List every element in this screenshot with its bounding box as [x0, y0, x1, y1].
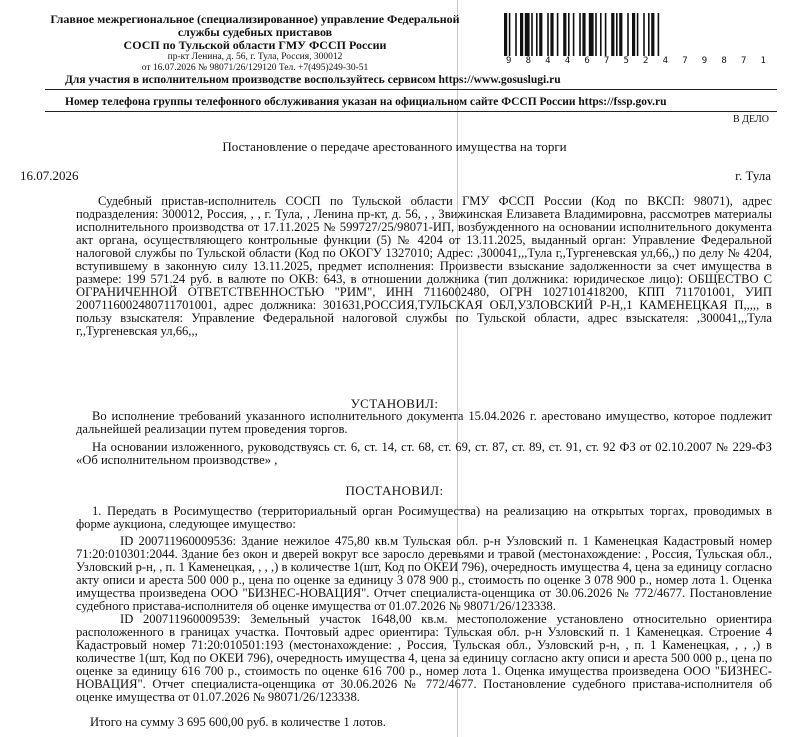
- property-item-2: ID 200711960009539: Земельный участок 1648,00 кв.м. местоположение установлено относительно ориентира расположенного в границах участка. Почтовый адрес ориентира: Тульская обл. р-н Узловский п. 1 Каменецкая. Строение 4 Кадастровый номер 71:20:010501:193 (местонахождение: , Россия, Тульская обл., Узловский р-н, , п. 1 Каменецкая, , , ,) в количестве 1(шт, Код по ОКЕИ 796), очередность имущества 4, цена за единицу согласно акту описи и ареста 500 000 р., цена по оценке за единицу 616 700 р., стоимость по оценке 616 700 р., номер лота 1. Оценка имущества произведена ООО "БИЗНЕС-НОВАЦИЯ". Отчет специалиста-оценщика от 30.06.2026 № 772/4677. Постановление судебного пристава-исполнителя об оценке имущества от 01.07.2026 № 98071/26/123338.: [76, 612, 772, 704]
- barcode-bar: [539, 13, 542, 59]
- barcode-digit: 1: [760, 56, 766, 66]
- org-name-line3: СОСП по Тульской области ГМУ ФССП России: [123, 38, 387, 52]
- phone-line: Номер телефона группы телефонного обслуживания указан на официальном сайте ФССП России https://fssp.gov.ru: [65, 96, 667, 108]
- established-paragraph: Во исполнение требований указанного исполнительного документа 15.04.2026 г. арестовано имущество, которое подлежит дальнейшей реализации путем проведения торгов.: [76, 409, 772, 436]
- barcode-bar: [525, 13, 530, 59]
- barcode-bar: [595, 13, 597, 59]
- barcode-digit: 8: [721, 56, 727, 66]
- barcode-bar: [557, 13, 559, 59]
- heading-established: УСТАНОВИЛ:: [350, 396, 439, 411]
- service-line: Для участия в исполнительном производстве воспользуйтесь сервисом https://www.gosuslugi.ru: [65, 74, 561, 86]
- barcode-bar: [611, 13, 614, 59]
- property-item-1: ID 200711960009536: Здание нежилое 475,80 кв.м Тульская обл. р-н Узловский п. 1 Каменецкая Кадастровый номер 71:20:010301:2044. Здание без окон и дверей вокруг все заросло деревьями и травой (местонахождение: , Россия, Тульская обл., Узловский р-н, , п. 1 Каменецкая, , , ,) в количестве 1(шт, Код по ОКЕИ 796), очередность имущества 4, цена за единицу согласно акту описи и ареста 500 000 р., цена по оценке за единицу 3 078 900 р., стоимость по оценке 3 078 900 р., номер лота 1. Оценка имущества произведена ООО "БИЗНЕС-НОВАЦИЯ". Отчет специалиста-оценщика от 30.06.2026 № 772/4677. Постановление судебного пристава-исполнителя об оценке имущества от 01.07.2026 № 98071/26/123338.: [76, 534, 772, 613]
- intro-paragraph: Судебный пристав-исполнитель СОСП по Тульской области ГМУ ФССП России (Код по ВКСП: 98071), адрес подразделения: 300012, Россия, , , г. Тула, , Ленина пр-кт, д. 56, , , Звижинская Елизавета Владимировна, рассмотрев материалы исполнительного производства от 17.11.2025 № 599727/25/98071-ИП, возбужденного на основании исполнительного документа акт органа, осуществляющего контрольные функции (5) № 4204 от 13.11.2025, выданный орган: Управление Федеральной налоговой службы по Тульской области (Код по ОКОГУ 1327010; Адрес: ,300041,,,Тула г,,Тургеневская ул,66,,) по делу № 4204, вступившему в законную силу 13.11.2025, предмет исполнения: Произвести взыскание задолженности за счет имущества в размере: 199 571.24 руб. в валюте по ОКВ: 643, в отношении должника (тип должника: юридическое лицо): ОБЩЕСТВО С ОГРАНИЧЕННОЙ ОТВЕТСТВЕННОСТЬЮ "РИМ", ИНН 7116002480, ОГРН 1027101418200, КПП 711701001, УИП 2007116002480711701001, адрес должника: 301631,РОССИЯ,ТУЛЬСКАЯ ОБЛ,УЗЛОВСКИЙ Р-Н,,1 КАМЕНЕЦКАЯ П,,,,, в пользу взыскателя: Управление Федеральной налоговой службы по Тульской области, адрес взыскателя: ,300041,,,Тула г,,Тургеневская ул,66,,,: [76, 194, 772, 338]
- barcode-digit: 9: [506, 56, 512, 66]
- barcode-bar: [589, 13, 594, 59]
- barcode-digit: 7: [682, 56, 688, 66]
- barcode-bar: [619, 13, 622, 59]
- barcode-bar: [579, 13, 581, 59]
- barcode-bar: [568, 13, 570, 59]
- barcode-bar: [648, 13, 650, 59]
- divider: [45, 89, 777, 90]
- org-name-line1: Главное межрегиональное (специализированное) управление Федеральной: [50, 12, 460, 26]
- document-title: Постановление о передаче арестованного имущества на торги: [222, 139, 567, 154]
- basis-paragraph: На основании изложенного, руководствуясь ст. 6, ст. 14, ст. 68, ст. 69, ст. 87, ст. 89, ст. 91, ст. 92 ФЗ от 02.10.2007 № 229-ФЗ «Об исполнительном производстве» ,: [76, 440, 772, 467]
- barcode-image: [502, 12, 770, 60]
- barcode-digit: 4: [545, 56, 551, 66]
- barcode-bar: [509, 13, 511, 59]
- barcode-bar: [643, 13, 645, 59]
- org-header: [40, 13, 470, 74]
- document-city: г. Тула: [735, 168, 771, 183]
- barcode-digit: 5: [623, 56, 629, 66]
- org-address: пр-кт Ленина, д. 56, г. Тула, Россия, 300012: [167, 52, 343, 62]
- barcode-bar: [632, 13, 635, 59]
- barcode-bar: [651, 13, 654, 59]
- barcode-bar: [658, 13, 660, 59]
- barcode-bar: [520, 13, 523, 59]
- barcode-bar: [600, 13, 602, 59]
- to-case-stamp: В ДЕЛО: [733, 114, 769, 125]
- barcode-digit: 4: [564, 56, 571, 66]
- barcode-digit: 4: [662, 56, 669, 66]
- org-name-line2: службы судебных приставов: [177, 25, 333, 39]
- barcode-digit: 2: [643, 56, 649, 66]
- barcode-bar: [536, 13, 538, 59]
- barcode-digit: 7: [603, 56, 610, 66]
- barcode-bar: [563, 13, 566, 59]
- barcode-bar: [573, 13, 575, 59]
- barcode-digits: [502, 56, 770, 68]
- barcode-digit: 8: [525, 56, 531, 66]
- decision-paragraph: 1. Передать в Росимущество (территориальный орган Росимущества) на реализацию на открытых торгах, проводимых в форме аукциона, следующее имущество:: [76, 504, 772, 531]
- barcode-bar: [550, 13, 553, 59]
- barcode-bar: [504, 13, 507, 59]
- barcode-digit: 9: [701, 56, 708, 66]
- heading-decided: ПОСТАНОВИЛ:: [345, 483, 444, 498]
- barcode-bar: [637, 13, 639, 59]
- document-date: 16.07.2026: [20, 168, 79, 183]
- barcode-bar: [515, 13, 517, 59]
- barcode-digit: 6: [584, 56, 590, 66]
- barcode-bar: [547, 13, 549, 59]
- barcode-bar: [531, 13, 533, 59]
- total-line: Итого на сумму 3 695 600,00 руб. в количестве 1 лотов.: [90, 715, 386, 729]
- barcode-digit: 7: [740, 56, 747, 66]
- barcode-bar: [616, 13, 618, 59]
- barcode-bar: [582, 13, 585, 59]
- barcode-bar: [605, 13, 607, 59]
- divider: [45, 111, 777, 112]
- doc-reference: от 16.07.2026 № 98071/26/129120 Тел. +7(495)249-30-51: [141, 63, 369, 73]
- barcode-bar: [627, 13, 629, 59]
